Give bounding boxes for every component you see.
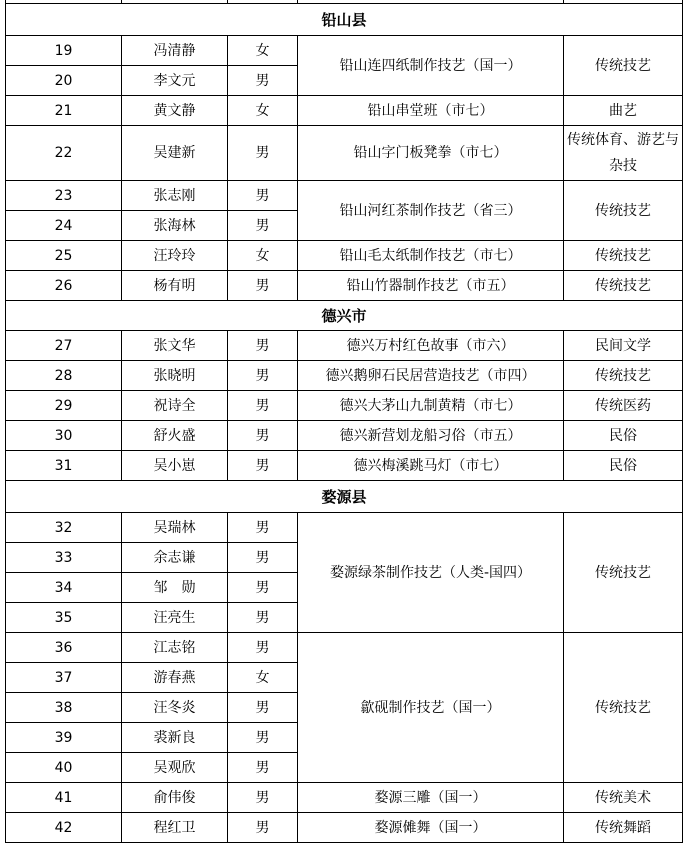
heritage-item: 歙砚制作技艺（国一） [298, 633, 564, 783]
heritage-item: 婺源三雕（国一） [298, 783, 564, 813]
inheritor-name: 吴建新 [122, 126, 228, 181]
inheritor-name: 吴瑞林 [122, 513, 228, 543]
table-row [6, 391, 683, 421]
row-number: 26 [6, 271, 122, 301]
row-number: 34 [6, 573, 122, 603]
row-number: 29 [6, 391, 122, 421]
row-number: 23 [6, 181, 122, 211]
gender: 男 [228, 783, 298, 813]
row-number: 21 [6, 96, 122, 126]
gender: 女 [228, 663, 298, 693]
heritage-item: 铅山串堂班（市七） [298, 96, 564, 126]
gender: 男 [228, 361, 298, 391]
table-row [6, 36, 683, 66]
row-number: 22 [6, 126, 122, 181]
section-row-yanshan [6, 4, 683, 36]
table-row [6, 361, 683, 391]
gender: 男 [228, 813, 298, 843]
heritage-item: 婺源傩舞（国一） [298, 813, 564, 843]
table-row [6, 181, 683, 211]
table-row [6, 633, 683, 663]
row-number: 42 [6, 813, 122, 843]
gender: 女 [228, 36, 298, 66]
row-number: 40 [6, 753, 122, 783]
gender: 男 [228, 181, 298, 211]
table-row [6, 451, 683, 481]
table-row [6, 331, 683, 361]
inheritor-name: 冯清静 [122, 36, 228, 66]
gender: 男 [228, 753, 298, 783]
heritage-category: 传统美术 [564, 783, 683, 813]
heritage-category: 传统技艺 [564, 181, 683, 241]
heritage-item: 德兴大茅山九制黄精（市七） [298, 391, 564, 421]
gender: 男 [228, 693, 298, 723]
heritage-category: 传统医药 [564, 391, 683, 421]
gender: 男 [228, 573, 298, 603]
heritage-category: 传统舞蹈 [564, 813, 683, 843]
heritage-category: 传统技艺 [564, 241, 683, 271]
gender: 女 [228, 241, 298, 271]
heritage-item: 铅山连四纸制作技艺（国一） [298, 36, 564, 96]
inheritor-name: 游春燕 [122, 663, 228, 693]
inheritor-name: 裘新良 [122, 723, 228, 753]
heritage-category: 传统技艺 [564, 513, 683, 633]
table-row [6, 421, 683, 451]
gender: 男 [228, 603, 298, 633]
inheritor-name: 汪亮生 [122, 603, 228, 633]
inheritor-name: 邹 勋 [122, 573, 228, 603]
inheritor-name: 张海林 [122, 211, 228, 241]
row-number: 20 [6, 66, 122, 96]
row-number: 19 [6, 36, 122, 66]
gender: 男 [228, 126, 298, 181]
row-number: 30 [6, 421, 122, 451]
row-number: 38 [6, 693, 122, 723]
table-row [6, 813, 683, 843]
inheritor-name: 张志刚 [122, 181, 228, 211]
gender: 男 [228, 633, 298, 663]
heritage-category: 曲艺 [564, 96, 683, 126]
heritage-item: 铅山河红茶制作技艺（省三） [298, 181, 564, 241]
inheritor-name: 俞伟俊 [122, 783, 228, 813]
gender: 女 [228, 96, 298, 126]
row-number: 33 [6, 543, 122, 573]
heritage-item: 铅山字门板凳拳（市七） [298, 126, 564, 181]
row-number: 28 [6, 361, 122, 391]
heritage-item: 婺源绿茶制作技艺（人类-国四） [298, 513, 564, 633]
section-title: 婺源县 [6, 481, 683, 513]
inheritor-name: 舒火盛 [122, 421, 228, 451]
heritage-category: 民俗 [564, 451, 683, 481]
heritage-item: 德兴万村红色故事（市六） [298, 331, 564, 361]
heritage-category: 传统技艺 [564, 633, 683, 783]
inheritor-name: 张晓明 [122, 361, 228, 391]
table-row [6, 126, 683, 181]
heritage-category: 传统技艺 [564, 361, 683, 391]
gender: 男 [228, 66, 298, 96]
row-number: 35 [6, 603, 122, 633]
inheritor-name: 汪冬炎 [122, 693, 228, 723]
inheritor-name: 江志铭 [122, 633, 228, 663]
heritage-inheritors-table [5, 0, 683, 843]
inheritor-name: 吴观欣 [122, 753, 228, 783]
gender: 男 [228, 331, 298, 361]
gender: 男 [228, 513, 298, 543]
gender: 男 [228, 391, 298, 421]
heritage-category: 民俗 [564, 421, 683, 451]
heritage-category: 传统体育、游艺与杂技 [564, 126, 683, 181]
inheritor-name: 祝诗全 [122, 391, 228, 421]
inheritor-name: 张文华 [122, 331, 228, 361]
inheritor-name: 李文元 [122, 66, 228, 96]
gender: 男 [228, 543, 298, 573]
inheritor-name: 黄文静 [122, 96, 228, 126]
table-row [6, 271, 683, 301]
inheritor-name: 杨有明 [122, 271, 228, 301]
gender: 男 [228, 451, 298, 481]
inheritor-name: 吴小崽 [122, 451, 228, 481]
table-row [6, 783, 683, 813]
heritage-category: 传统技艺 [564, 271, 683, 301]
heritage-item: 铅山毛太纸制作技艺（市七） [298, 241, 564, 271]
section-row-wuyuan [6, 481, 683, 513]
row-number: 31 [6, 451, 122, 481]
section-row-dexing [6, 301, 683, 331]
inheritor-name: 程红卫 [122, 813, 228, 843]
table-row [6, 241, 683, 271]
gender: 男 [228, 723, 298, 753]
section-title: 德兴市 [6, 301, 683, 331]
section-title: 铅山县 [6, 4, 683, 36]
heritage-category: 民间文学 [564, 331, 683, 361]
table-row [6, 513, 683, 543]
row-number: 32 [6, 513, 122, 543]
gender: 男 [228, 421, 298, 451]
heritage-category: 传统技艺 [564, 36, 683, 96]
heritage-item: 德兴鹅卵石民居营造技艺（市四） [298, 361, 564, 391]
heritage-item: 铅山竹器制作技艺（市五） [298, 271, 564, 301]
table-row [6, 96, 683, 126]
gender: 男 [228, 271, 298, 301]
row-number: 37 [6, 663, 122, 693]
heritage-item: 德兴新营划龙船习俗（市五） [298, 421, 564, 451]
row-number: 27 [6, 331, 122, 361]
inheritor-name: 汪玲玲 [122, 241, 228, 271]
row-number: 25 [6, 241, 122, 271]
row-number: 24 [6, 211, 122, 241]
row-number: 36 [6, 633, 122, 663]
row-number: 39 [6, 723, 122, 753]
inheritor-name: 余志谦 [122, 543, 228, 573]
gender: 男 [228, 211, 298, 241]
row-number: 41 [6, 783, 122, 813]
heritage-item: 德兴梅溪跳马灯（市七） [298, 451, 564, 481]
